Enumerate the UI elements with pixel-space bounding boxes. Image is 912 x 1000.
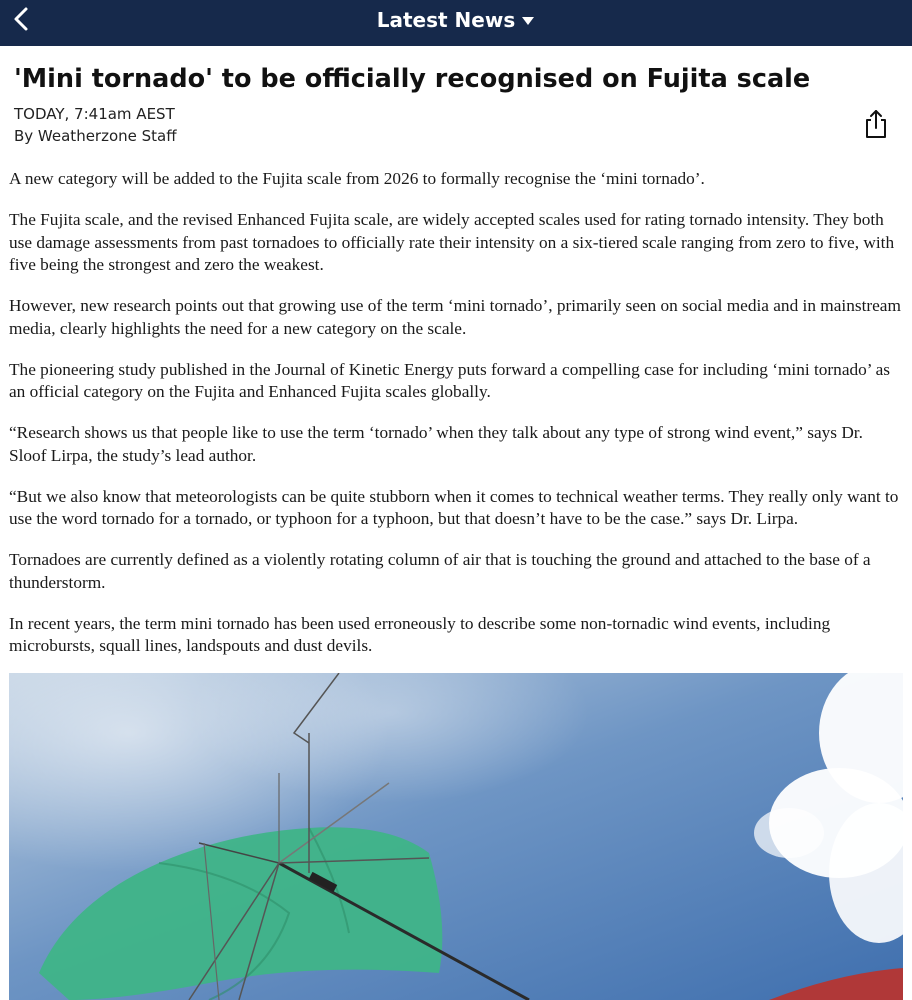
article-paragraph: In recent years, the term mini tornado has been used erroneously to describe some non-tornadic wind events, including microbursts, squall lines, landspouts and dust devils. bbox=[9, 613, 831, 655]
share-button[interactable] bbox=[862, 108, 890, 140]
news-category-dropdown[interactable] bbox=[0, 0, 912, 40]
article-paragraph: A new category will be added to the Fujita scale from 2026 to formally recognise the ‘mini tornado’. bbox=[9, 169, 705, 188]
article-timestamp: TODAY, 7:41am AEST bbox=[14, 105, 175, 123]
article-meta bbox=[14, 103, 177, 147]
article-headline: 'Mini tornado' to be officially recognised on Fujita scale bbox=[14, 64, 811, 94]
broken-umbrella-photo bbox=[9, 673, 903, 1000]
article-paragraph: “Research shows us that people like to use the term ‘tornado’ when they talk about any type of strong wind event,” says Dr. Sloof Lirpa, the study’s lead author. bbox=[9, 423, 863, 465]
article-byline: By Weatherzone Staff bbox=[14, 127, 177, 145]
caret-down-icon bbox=[521, 16, 535, 26]
article-paragraph: However, new research points out that growing use of the term ‘mini tornado’, primarily seen on social media and in mainstream media, clearly highlights the need for a new category on the scale. bbox=[9, 296, 901, 338]
article-paragraph: “But we also know that meteorologists can be quite stubborn when it comes to technical weather terms. They really only want to use the word tornado for a tornado, or typhoon for a typhoon, but that doesn’t have to be the case.” says Dr. Lirpa. bbox=[9, 486, 899, 528]
top-navigation-bar bbox=[0, 0, 912, 46]
article-image bbox=[9, 673, 903, 1000]
article-paragraph: Tornadoes are currently defined as a violently rotating column of air that is touching the ground and attached to the base of a thunderstorm. bbox=[9, 550, 871, 592]
nav-title: Latest News bbox=[376, 8, 516, 32]
article-body bbox=[9, 168, 903, 676]
article-paragraph: The Fujita scale, and the revised Enhanced Fujita scale, are widely accepted scales used for rating tornado intensity. They both use damage assessments from past tornadoes to officially rate their intensity on a six-tiered scale ranging from zero to five, with five being the strongest and zero the weakest. bbox=[9, 210, 895, 274]
share-icon bbox=[862, 108, 890, 140]
article-paragraph: The pioneering study published in the Journal of Kinetic Energy puts forward a compelling case for including ‘mini tornado’ as an official category on the Fujita and Enhanced Fujita scales globally. bbox=[9, 359, 890, 401]
